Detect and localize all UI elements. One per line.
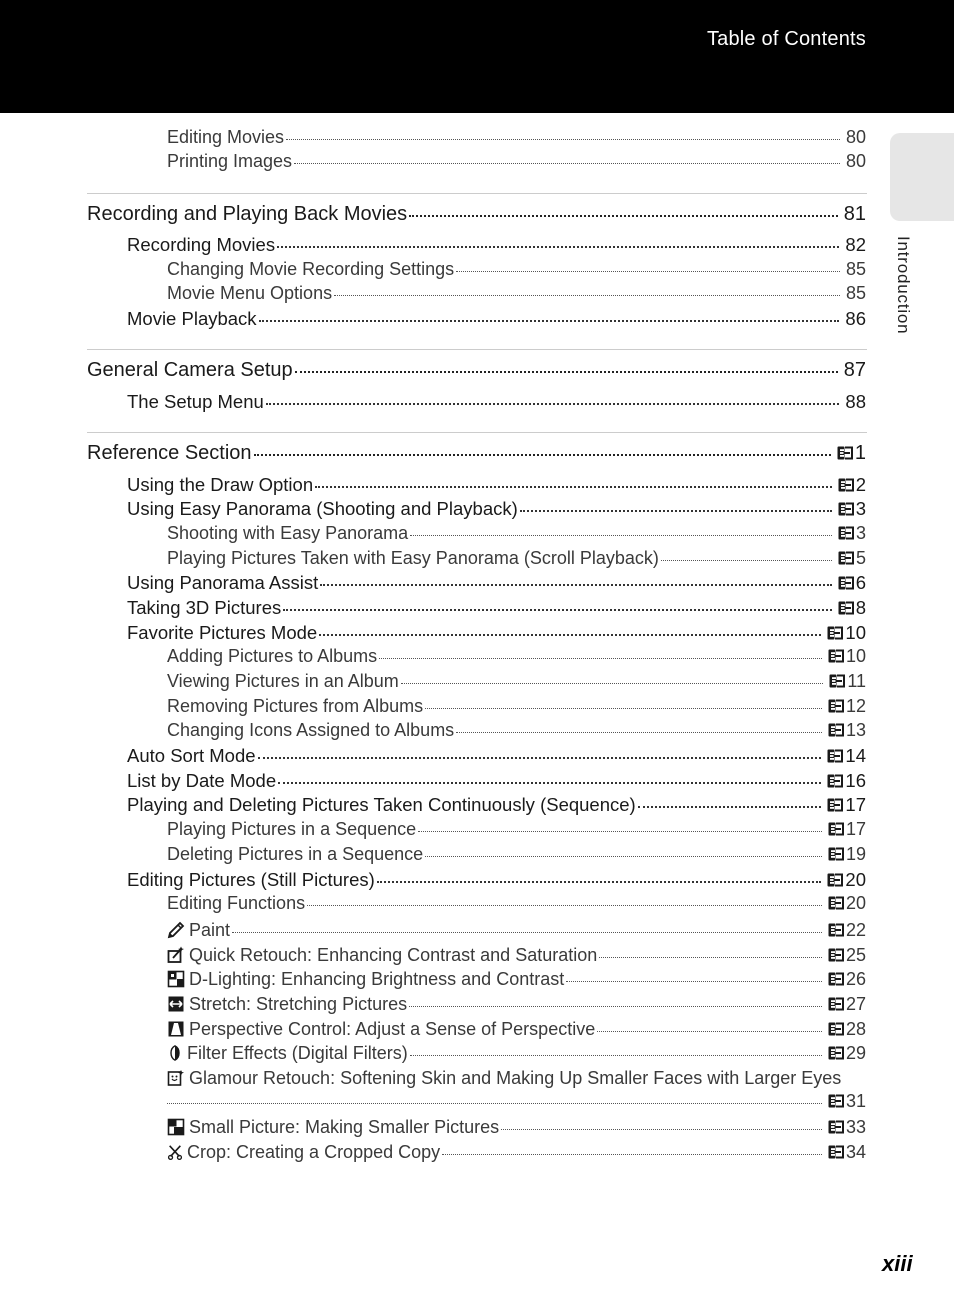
reference-e-icon <box>828 699 844 713</box>
reference-e-icon <box>828 1022 844 1036</box>
toc-entry-glamour-retouch[interactable]: 31 <box>167 1091 866 1115</box>
toc-entry-easy-panorama[interactable]: Using Easy Panorama (Shooting and Playback) 3 <box>127 498 866 519</box>
reference-e-icon <box>829 674 845 688</box>
reference-e-icon <box>828 847 844 861</box>
toc-entry-panorama-assist[interactable]: Using Panorama Assist 6 <box>127 572 866 593</box>
side-tab-label: Introduction <box>894 236 913 335</box>
perspective-icon <box>167 1020 185 1038</box>
toc-entry-scroll-playback[interactable]: Playing Pictures Taken with Easy Panorama (Scroll Playback) 5 <box>167 548 866 568</box>
stretch-icon <box>167 995 185 1013</box>
section-divider <box>87 432 867 433</box>
toc-entry-crop[interactable]: Crop: Creating a Cropped Copy 34 <box>167 1140 866 1164</box>
toc-entry-small-picture[interactable]: Small Picture: Making Smaller Pictures 33 <box>167 1115 866 1139</box>
reference-e-icon <box>838 526 854 540</box>
toc-entry-editing-pictures[interactable]: Editing Pictures (Still Pictures) 20 <box>127 869 866 890</box>
toc-entry-3d-pictures[interactable]: Taking 3D Pictures 8 <box>127 597 866 618</box>
toc-entry-paint[interactable]: Paint 22 <box>167 918 866 942</box>
reference-e-icon <box>828 1094 844 1108</box>
toc-entry-d-lighting[interactable]: D-Lighting: Enhancing Brightness and Contrast 26 <box>167 967 866 991</box>
reference-e-icon <box>838 601 854 615</box>
toc-entry-glamour-retouch-title[interactable]: Glamour Retouch: Softening Skin and Making Up Smaller Faces with Larger Eyes <box>167 1066 841 1089</box>
reference-e-icon <box>827 798 843 812</box>
reference-e-icon <box>827 774 843 788</box>
toc-entry-printing-images[interactable]: Printing Images 80 <box>167 151 866 171</box>
toc-entry-perspective[interactable]: Perspective Control: Adjust a Sense of Perspective 28 <box>167 1017 866 1041</box>
reference-e-icon <box>828 649 844 663</box>
filter-effects-icon <box>167 1044 183 1062</box>
toc-entry-editing-functions[interactable]: Editing Functions 20 <box>167 893 866 913</box>
toc-entry-shooting-easy-panorama[interactable]: Shooting with Easy Panorama 3 <box>167 523 866 543</box>
reference-e-icon <box>838 551 854 565</box>
reference-e-icon <box>828 822 844 836</box>
quick-retouch-icon <box>167 946 185 964</box>
toc-entry-draw-option[interactable]: Using the Draw Option 2 <box>127 474 866 495</box>
reference-e-icon <box>827 873 843 887</box>
header-title: Table of Contents <box>706 28 866 50</box>
toc-entry-editing-movies[interactable]: Editing Movies 80 <box>167 127 866 147</box>
toc-section-general-setup[interactable]: General Camera Setup 87 <box>87 359 866 381</box>
reference-e-icon <box>828 1120 844 1134</box>
reference-e-icon <box>828 896 844 910</box>
toc-entry-viewing-album[interactable]: Viewing Pictures in an Album 11 <box>167 671 866 691</box>
toc-entry-list-by-date[interactable]: List by Date Mode 16 <box>127 770 866 791</box>
reference-e-icon <box>828 997 844 1011</box>
reference-e-icon <box>828 723 844 737</box>
toc-entry-movie-playback[interactable]: Movie Playback 86 <box>127 308 866 329</box>
toc-entry-stretch[interactable]: Stretch: Stretching Pictures 27 <box>167 992 866 1016</box>
reference-e-icon <box>838 502 854 516</box>
glamour-retouch-icon <box>167 1069 185 1087</box>
reference-e-icon <box>828 948 844 962</box>
section-divider <box>87 193 867 194</box>
toc-entry-movie-menu-options[interactable]: Movie Menu Options 85 <box>167 283 866 303</box>
toc-entry-quick-retouch[interactable]: Quick Retouch: Enhancing Contrast and Saturation 25 <box>167 943 866 967</box>
toc-entry-setup-menu[interactable]: The Setup Menu 88 <box>127 391 866 412</box>
reference-e-icon <box>838 576 854 590</box>
toc-entry-adding-to-albums[interactable]: Adding Pictures to Albums 10 <box>167 646 866 666</box>
paint-icon <box>167 921 185 939</box>
toc-entry-recording-movies[interactable]: Recording Movies 82 <box>127 234 866 255</box>
reference-e-icon <box>838 478 854 492</box>
page-number: xiii <box>882 1251 913 1276</box>
reference-e-icon <box>837 446 853 460</box>
toc-entry-sequence[interactable]: Playing and Deleting Pictures Taken Continuously (Sequence) 17 <box>127 794 866 815</box>
reference-e-icon <box>827 749 843 763</box>
toc-entry-favorite-pictures[interactable]: Favorite Pictures Mode 10 <box>127 622 866 643</box>
toc-entry-playing-sequence[interactable]: Playing Pictures in a Sequence 17 <box>167 819 866 839</box>
reference-e-icon <box>828 1046 844 1060</box>
section-divider <box>87 349 867 350</box>
toc-entry-changing-album-icons[interactable]: Changing Icons Assigned to Albums 13 <box>167 720 866 740</box>
toc-section-reference[interactable]: Reference Section 1 <box>87 442 866 464</box>
crop-icon <box>167 1143 183 1161</box>
reference-e-icon <box>828 972 844 986</box>
toc-entry-removing-from-albums[interactable]: Removing Pictures from Albums 12 <box>167 696 866 716</box>
small-picture-icon <box>167 1118 185 1136</box>
toc-entry-deleting-sequence[interactable]: Deleting Pictures in a Sequence 19 <box>167 844 866 864</box>
reference-e-icon <box>828 923 844 937</box>
reference-e-icon <box>827 626 843 640</box>
toc-entry-auto-sort[interactable]: Auto Sort Mode 14 <box>127 745 866 766</box>
toc-entry-movie-recording-settings[interactable]: Changing Movie Recording Settings 85 <box>167 259 866 279</box>
d-lighting-icon <box>167 970 185 988</box>
reference-e-icon <box>828 1145 844 1159</box>
toc-section-movies[interactable]: Recording and Playing Back Movies 81 <box>87 203 866 225</box>
toc-entry-filter-effects[interactable]: Filter Effects (Digital Filters) 29 <box>167 1041 866 1065</box>
